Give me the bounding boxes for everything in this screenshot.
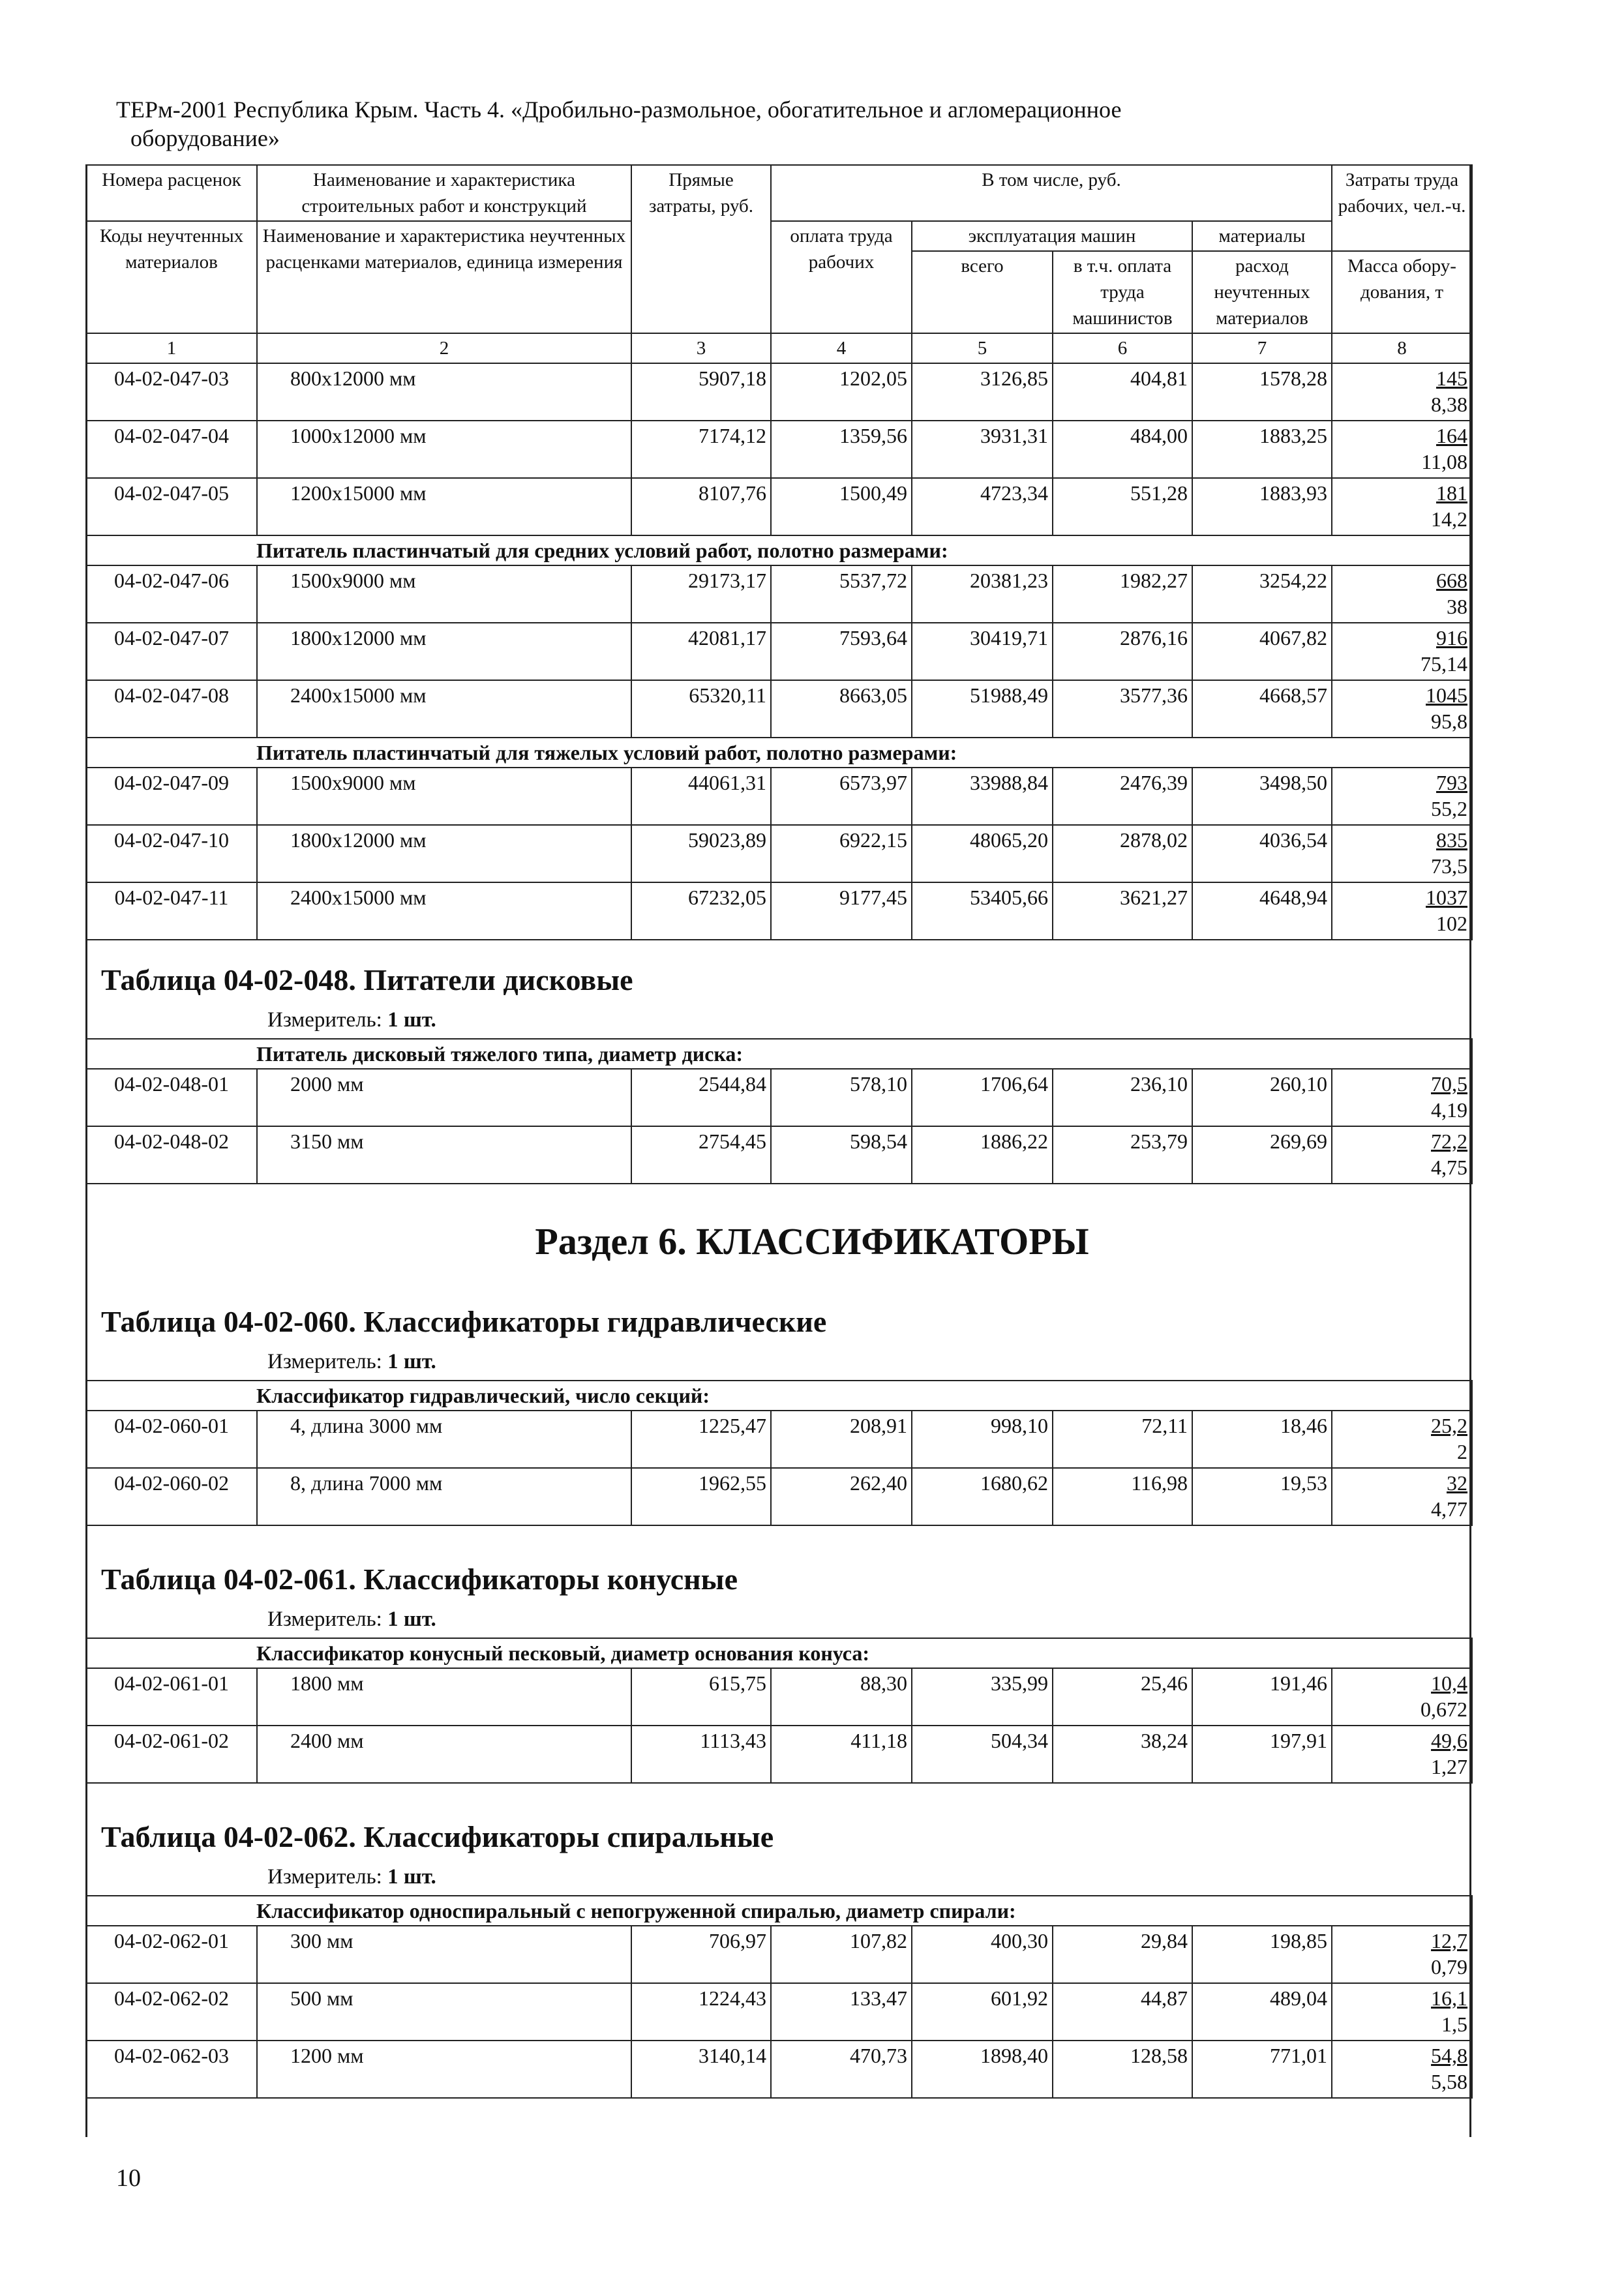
col-num: 4 (771, 333, 912, 363)
header-rate-numbers: Номера расценок (86, 165, 257, 221)
rate-code: 04-02-062-01 (86, 1926, 257, 1983)
equipment-mass: 55,2 (1431, 797, 1467, 820)
worker-pay: 470,73 (771, 2041, 912, 2098)
rate-name: 2400х15000 мм (257, 882, 631, 940)
rate-code: 04-02-061-01 (86, 1668, 257, 1726)
machines-total: 998,10 (912, 1411, 1053, 1468)
labor-hours: 916 (1436, 626, 1467, 650)
worker-pay: 5537,72 (771, 565, 912, 623)
labor-hours: 12,7 (1431, 1929, 1468, 1952)
worker-pay: 1500,49 (771, 478, 912, 535)
direct-costs: 44061,31 (631, 768, 771, 825)
direct-costs: 706,97 (631, 1926, 771, 1983)
group-heading: Питатель пластинчатый для средних условий работ, полотно размерами: (86, 535, 1472, 565)
labor-and-mass (1332, 623, 1472, 680)
direct-costs: 8107,76 (631, 478, 771, 535)
header-machines: эксплуатация машин (912, 221, 1192, 251)
rates-table-048 (85, 1038, 1473, 1184)
labor-and-mass (1332, 421, 1472, 478)
machines-total: 3931,31 (912, 421, 1053, 478)
labor-and-mass (1332, 1411, 1472, 1468)
rates-table-061 (85, 1638, 1473, 1784)
material-consumption: 191,46 (1192, 1668, 1332, 1726)
labor-and-mass (1332, 680, 1472, 738)
worker-pay: 1202,05 (771, 363, 912, 421)
labor-hours: 835 (1436, 828, 1467, 852)
table-row (86, 1983, 1472, 2041)
equipment-mass: 73,5 (1431, 854, 1467, 878)
header-material-consumption: расход неучтенных материалов (1192, 251, 1332, 333)
direct-costs: 59023,89 (631, 825, 771, 882)
rate-code: 04-02-061-02 (86, 1726, 257, 1783)
rate-code: 04-02-047-09 (86, 768, 257, 825)
direct-costs: 2544,84 (631, 1069, 771, 1126)
table-title: Таблица 04-02-062. Классификаторы спиральные (101, 1820, 774, 1853)
labor-hours: 1037 (1426, 886, 1467, 909)
worker-pay: 9177,45 (771, 882, 912, 940)
labor-and-mass (1332, 478, 1472, 535)
rate-name: 800х12000 мм (257, 363, 631, 421)
table-row (86, 882, 1472, 940)
material-consumption: 18,46 (1192, 1411, 1332, 1468)
labor-and-mass (1332, 363, 1472, 421)
material-consumption: 3498,50 (1192, 768, 1332, 825)
material-consumption: 4036,54 (1192, 825, 1332, 882)
equipment-mass: 0,79 (1431, 1955, 1468, 1979)
machines-total: 1706,64 (912, 1069, 1053, 1126)
header-materials: материалы (1192, 221, 1332, 251)
measure-unit: Измеритель: 1 шт. (267, 1608, 436, 1631)
rate-name: 500 мм (257, 1983, 631, 2041)
header-labor-costs: Затраты труда рабочих, чел.-ч. (1332, 165, 1472, 251)
labor-hours: 668 (1436, 569, 1467, 592)
rate-name: 1800х12000 мм (257, 825, 631, 882)
labor-hours: 72,2 (1431, 1130, 1467, 1153)
machines-total: 504,34 (912, 1726, 1053, 1783)
table-row (86, 1411, 1472, 1468)
table-row (86, 623, 1472, 680)
labor-and-mass (1332, 1726, 1472, 1783)
direct-costs: 5907,18 (631, 363, 771, 421)
machines-total: 48065,20 (912, 825, 1053, 882)
measure-unit: Измеритель: 1 шт. (267, 1350, 436, 1373)
header-worker-pay: оплата труда рабочих (771, 221, 912, 333)
labor-and-mass (1332, 1983, 1472, 2041)
machines-total: 601,92 (912, 1983, 1053, 2041)
rate-name: 4, длина 3000 мм (257, 1411, 631, 1468)
rate-name: 1200 мм (257, 2041, 631, 2098)
table-title: Таблица 04-02-048. Питатели дисковые (101, 963, 633, 996)
rate-name: 300 мм (257, 1926, 631, 1983)
operator-pay: 551,28 (1053, 478, 1192, 535)
worker-pay: 107,82 (771, 1926, 912, 1983)
operator-pay: 484,00 (1053, 421, 1192, 478)
equipment-mass: 95,8 (1431, 710, 1467, 733)
equipment-mass: 4,77 (1431, 1497, 1467, 1521)
measure-unit: Измеритель: 1 шт. (267, 1865, 436, 1889)
col-num: 5 (912, 333, 1053, 363)
table-row (86, 421, 1472, 478)
worker-pay: 1359,56 (771, 421, 912, 478)
header-equipment-mass: Масса обору-дования, т (1332, 251, 1472, 333)
table-row (86, 680, 1472, 738)
col-num: 2 (257, 333, 631, 363)
table-row (86, 1668, 1472, 1726)
operator-pay: 253,79 (1053, 1126, 1192, 1184)
rate-name: 1800х12000 мм (257, 623, 631, 680)
labor-and-mass (1332, 1668, 1472, 1726)
labor-hours: 25,2 (1431, 1414, 1467, 1437)
operator-pay: 404,81 (1053, 363, 1192, 421)
col-num: 3 (631, 333, 771, 363)
labor-and-mass (1332, 825, 1472, 882)
rate-code: 04-02-048-02 (86, 1126, 257, 1184)
operator-pay: 72,11 (1053, 1411, 1192, 1468)
equipment-mass: 75,14 (1421, 652, 1467, 676)
rate-code: 04-02-060-02 (86, 1468, 257, 1525)
worker-pay: 6573,97 (771, 768, 912, 825)
material-consumption: 260,10 (1192, 1069, 1332, 1126)
labor-hours: 793 (1436, 771, 1467, 794)
header-operator-pay: в т.ч. оплата труда машинистов (1053, 251, 1192, 333)
direct-costs: 3140,14 (631, 2041, 771, 2098)
equipment-mass: 4,19 (1431, 1098, 1467, 1122)
worker-pay: 88,30 (771, 1668, 912, 1726)
header-machines-total: всего (912, 251, 1053, 333)
col-num: 8 (1332, 333, 1472, 363)
rate-code: 04-02-060-01 (86, 1411, 257, 1468)
operator-pay: 3577,36 (1053, 680, 1192, 738)
worker-pay: 8663,05 (771, 680, 912, 738)
machines-total: 33988,84 (912, 768, 1053, 825)
running-header-line2: оборудование» (130, 125, 280, 151)
labor-hours: 145 (1436, 367, 1467, 390)
rate-name: 2400 мм (257, 1726, 631, 1783)
material-consumption: 4668,57 (1192, 680, 1332, 738)
operator-pay: 236,10 (1053, 1069, 1192, 1126)
machines-total: 20381,23 (912, 565, 1053, 623)
material-consumption: 1578,28 (1192, 363, 1332, 421)
material-consumption: 3254,22 (1192, 565, 1332, 623)
labor-hours: 16,1 (1431, 1986, 1468, 2010)
material-consumption: 269,69 (1192, 1126, 1332, 1184)
rates-table-047 (85, 164, 1473, 940)
material-consumption: 489,04 (1192, 1983, 1332, 2041)
machines-total: 3126,85 (912, 363, 1053, 421)
group-heading: Классификатор конусный песковый, диаметр основания конуса: (86, 1638, 1472, 1668)
worker-pay: 598,54 (771, 1126, 912, 1184)
rate-code: 04-02-047-04 (86, 421, 257, 478)
group-heading: Классификатор односпиральный с непогруженной спиралью, диаметр спирали: (86, 1896, 1472, 1926)
worker-pay: 262,40 (771, 1468, 912, 1525)
table-row (86, 1126, 1472, 1184)
rates-table-060 (85, 1380, 1473, 1526)
table-row (86, 1926, 1472, 1983)
section-title: Раздел 6. КЛАССИФИКАТОРЫ (535, 1220, 1089, 1263)
measure-unit: Измеритель: 1 шт. (267, 1008, 436, 1032)
material-consumption: 4648,94 (1192, 882, 1332, 940)
header-material-names: Наименование и характеристика неучтенных расценками материалов, единица измерения (257, 221, 631, 333)
col-num: 1 (86, 333, 257, 363)
rate-code: 04-02-047-03 (86, 363, 257, 421)
table-row (86, 768, 1472, 825)
equipment-mass: 5,58 (1431, 2070, 1468, 2093)
group-heading: Питатель дисковый тяжелого типа, диаметр диска: (86, 1039, 1472, 1069)
worker-pay: 411,18 (771, 1726, 912, 1783)
equipment-mass: 1,5 (1441, 2012, 1468, 2036)
header-work-name: Наименование и характеристика строительных работ и конструкций (257, 165, 631, 221)
direct-costs: 2754,45 (631, 1126, 771, 1184)
equipment-mass: 38 (1447, 595, 1467, 618)
material-consumption: 1883,25 (1192, 421, 1332, 478)
rate-name: 1800 мм (257, 1668, 631, 1726)
material-consumption: 1883,93 (1192, 478, 1332, 535)
labor-and-mass (1332, 1069, 1472, 1126)
machines-total: 4723,34 (912, 478, 1053, 535)
table-title: Таблица 04-02-060. Классификаторы гидравлические (101, 1305, 827, 1338)
labor-hours: 10,4 (1431, 1671, 1468, 1695)
worker-pay: 208,91 (771, 1411, 912, 1468)
equipment-mass: 14,2 (1431, 507, 1467, 531)
table-row (86, 565, 1472, 623)
material-consumption: 771,01 (1192, 2041, 1332, 2098)
labor-and-mass (1332, 768, 1472, 825)
operator-pay: 3621,27 (1053, 882, 1192, 940)
equipment-mass: 4,75 (1431, 1156, 1467, 1179)
rate-code: 04-02-047-11 (86, 882, 257, 940)
material-consumption: 4067,82 (1192, 623, 1332, 680)
worker-pay: 6922,15 (771, 825, 912, 882)
rate-code: 04-02-047-10 (86, 825, 257, 882)
direct-costs: 1962,55 (631, 1468, 771, 1525)
equipment-mass: 0,672 (1421, 1698, 1468, 1721)
operator-pay: 29,84 (1053, 1926, 1192, 1983)
rate-name: 1500х9000 мм (257, 768, 631, 825)
labor-hours: 54,8 (1431, 2044, 1468, 2067)
direct-costs: 42081,17 (631, 623, 771, 680)
direct-costs: 67232,05 (631, 882, 771, 940)
labor-hours: 181 (1436, 481, 1467, 505)
direct-costs: 1113,43 (631, 1726, 771, 1783)
labor-hours: 32 (1447, 1471, 1467, 1495)
table-row (86, 1069, 1472, 1126)
machines-total: 1680,62 (912, 1468, 1053, 1525)
rate-code: 04-02-062-02 (86, 1983, 257, 2041)
material-consumption: 198,85 (1192, 1926, 1332, 1983)
direct-costs: 7174,12 (631, 421, 771, 478)
labor-and-mass (1332, 1126, 1472, 1184)
table-row (86, 478, 1472, 535)
rate-name: 3150 мм (257, 1126, 631, 1184)
labor-hours: 70,5 (1431, 1072, 1467, 1096)
labor-and-mass (1332, 565, 1472, 623)
header-material-codes: Коды неучтенных материалов (86, 221, 257, 333)
group-heading: Классификатор гидравлический, число секций: (86, 1381, 1472, 1411)
rate-name: 1000х12000 мм (257, 421, 631, 478)
table-row (86, 1726, 1472, 1783)
worker-pay: 7593,64 (771, 623, 912, 680)
rate-name: 8, длина 7000 мм (257, 1468, 631, 1525)
table-row (86, 2041, 1472, 2098)
worker-pay: 578,10 (771, 1069, 912, 1126)
rate-code: 04-02-048-01 (86, 1069, 257, 1126)
rate-name: 1200х15000 мм (257, 478, 631, 535)
machines-total: 30419,71 (912, 623, 1053, 680)
operator-pay: 38,24 (1053, 1726, 1192, 1783)
machines-total: 1898,40 (912, 2041, 1053, 2098)
worker-pay: 133,47 (771, 1983, 912, 2041)
operator-pay: 116,98 (1053, 1468, 1192, 1525)
equipment-mass: 1,27 (1431, 1755, 1468, 1778)
operator-pay: 2878,02 (1053, 825, 1192, 882)
machines-total: 400,30 (912, 1926, 1053, 1983)
direct-costs: 29173,17 (631, 565, 771, 623)
material-consumption: 19,53 (1192, 1468, 1332, 1525)
labor-hours: 164 (1436, 424, 1467, 447)
operator-pay: 2476,39 (1053, 768, 1192, 825)
table-row (86, 825, 1472, 882)
col-num: 6 (1053, 333, 1192, 363)
operator-pay: 44,87 (1053, 1983, 1192, 2041)
rate-name: 2400х15000 мм (257, 680, 631, 738)
direct-costs: 65320,11 (631, 680, 771, 738)
rate-code: 04-02-047-08 (86, 680, 257, 738)
col-num: 7 (1192, 333, 1332, 363)
machines-total: 335,99 (912, 1668, 1053, 1726)
table-header (86, 165, 1472, 363)
rate-code: 04-02-047-06 (86, 565, 257, 623)
equipment-mass: 2 (1457, 1440, 1467, 1463)
operator-pay: 128,58 (1053, 2041, 1192, 2098)
group-heading: Питатель пластинчатый для тяжелых условий работ, полотно размерами: (86, 738, 1472, 768)
labor-hours: 49,6 (1431, 1729, 1468, 1752)
rate-code: 04-02-047-05 (86, 478, 257, 535)
rate-code: 04-02-047-07 (86, 623, 257, 680)
rates-table-062 (85, 1895, 1473, 2099)
labor-and-mass (1332, 1468, 1472, 1525)
material-consumption: 197,91 (1192, 1726, 1332, 1783)
rate-code: 04-02-062-03 (86, 2041, 257, 2098)
machines-total: 53405,66 (912, 882, 1053, 940)
header-direct-costs: Прямые затраты, руб. (631, 165, 771, 333)
header-including: В том числе, руб. (771, 165, 1332, 221)
labor-and-mass (1332, 2041, 1472, 2098)
operator-pay: 2876,16 (1053, 623, 1192, 680)
labor-and-mass (1332, 882, 1472, 940)
table-row (86, 1468, 1472, 1525)
machines-total: 51988,49 (912, 680, 1053, 738)
table-title: Таблица 04-02-061. Классификаторы конусные (101, 1563, 738, 1596)
labor-hours: 1045 (1426, 683, 1467, 707)
equipment-mass: 11,08 (1421, 450, 1467, 473)
running-header-line1: ТЕРм-2001 Республика Крым. Часть 4. «Дробильно-размольное, обогатительное и агломерационное (116, 97, 1122, 123)
rate-name: 1500х9000 мм (257, 565, 631, 623)
direct-costs: 1224,43 (631, 1983, 771, 2041)
labor-and-mass (1332, 1926, 1472, 1983)
operator-pay: 25,46 (1053, 1668, 1192, 1726)
operator-pay: 1982,27 (1053, 565, 1192, 623)
direct-costs: 1225,47 (631, 1411, 771, 1468)
running-header (116, 95, 1486, 153)
machines-total: 1886,22 (912, 1126, 1053, 1184)
equipment-mass: 8,38 (1431, 393, 1467, 416)
equipment-mass: 102 (1436, 912, 1467, 935)
page-number: 10 (116, 2164, 141, 2192)
rate-name: 2000 мм (257, 1069, 631, 1126)
direct-costs: 615,75 (631, 1668, 771, 1726)
table-row (86, 363, 1472, 421)
